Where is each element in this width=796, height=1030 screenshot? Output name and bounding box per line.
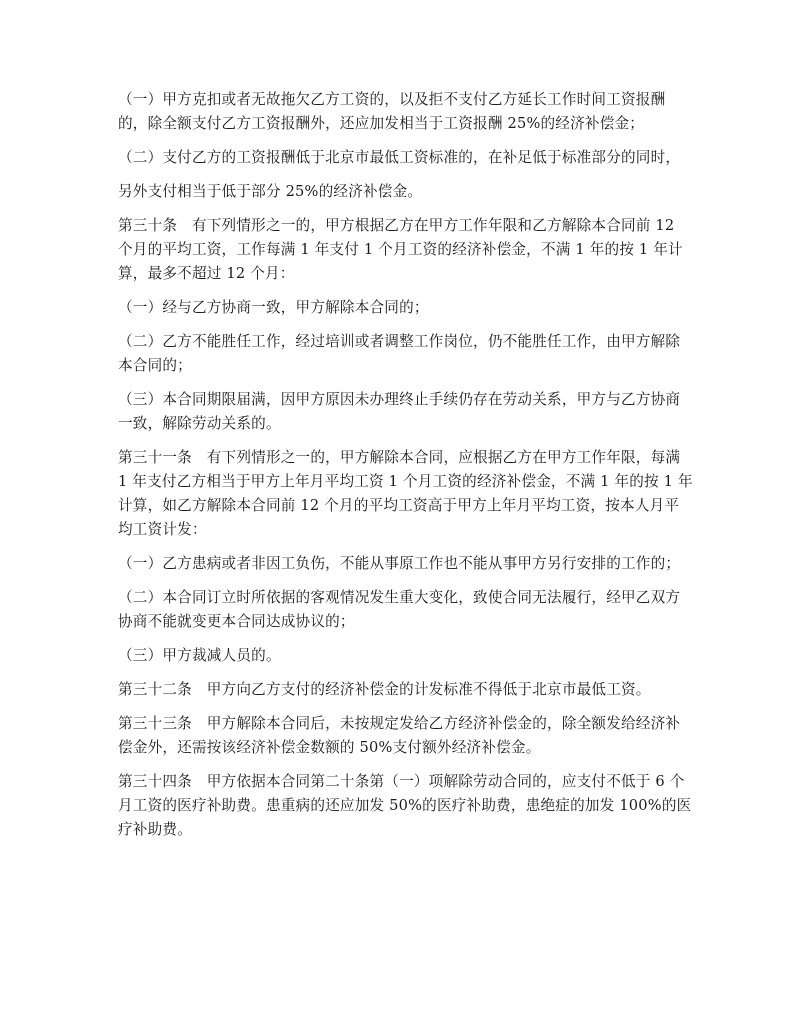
paragraph-5: （一）经与乙方协商一致，甲方解除本合同的；: [118, 299, 429, 316]
paragraph-9: （一）乙方患病或者非因工负伤，不能从事原工作也不能从事甲方另行安排的工作的；: [118, 555, 681, 572]
paragraph-7: （三）本合同期限届满，因甲方原因未办理终止手续仍存在劳动关系，甲方与乙方协商一致，解除劳动关系的。: [118, 391, 681, 432]
paragraph-6: （二）乙方不能胜任工作，经过培训或者调整工作岗位，仍不能胜任工作，由甲方解除本合同的；: [118, 333, 681, 374]
article-33: 第三十三条 甲方解除本合同后，未按规定发给乙方经济补偿金的，除全额发给经济补偿金外，还需按该经济补偿金数额的 50%支付额外经济补偿金。: [118, 715, 681, 756]
paragraph-1: （一）甲方克扣或者无故拖欠乙方工资的，以及拒不支付乙方延长工作时间工资报酬的，除全额支付乙方工资报酬外，还应加发相当于工资报酬 25%的经济补偿金；: [118, 91, 666, 132]
article-32: 第三十二条 甲方向乙方支付的经济补偿金的计发标准不得低于北京市最低工资。: [118, 681, 651, 698]
paragraph-11: （三）甲方裁减人员的。: [118, 647, 281, 664]
article-34: 第三十四条 甲方依据本合同第二十条第（一）项解除劳动合同的，应支付不低于 6 个月工资的医疗补助费。患重病的还应加发 50%的医疗补助费，患绝症的加发 100%的医疗补助费。: [118, 773, 692, 838]
article-30: 第三十条 有下列情形之一的，甲方根据乙方在甲方工作年限和乙方解除本合同前 12 个月的平均工资，工作每满 1 年支付 1 个月工资的经济补偿金，不满 1 年的按 1 年计算，最多不超过 12 个月：: [118, 217, 683, 282]
document-page: [118, 88, 694, 852]
paragraph-3: 另外支付相当于低于部分 25%的经济补偿金。: [118, 183, 423, 200]
article-31: 第三十一条 有下列情形之一的，甲方解除本合同，应根据乙方在甲方工作年限，每满 1 年支付乙方相当于甲方上年月平均工资 1 个月工资的经济补偿金，不满 1 年的按 1 年计算，如乙方解除本合同前 12 个月的平均工资高于甲方上年月平均工资，按本人月平均工资计发：: [118, 449, 693, 538]
paragraph-10: （二）本合同订立时所依据的客观情况发生重大变化，致使合同无法履行，经甲乙双方协商不能就变更本合同达成协议的；: [118, 589, 681, 630]
paragraph-2: （二）支付乙方的工资报酬低于北京市最低工资标准的，在补足低于标准部分的同时，: [118, 149, 681, 166]
